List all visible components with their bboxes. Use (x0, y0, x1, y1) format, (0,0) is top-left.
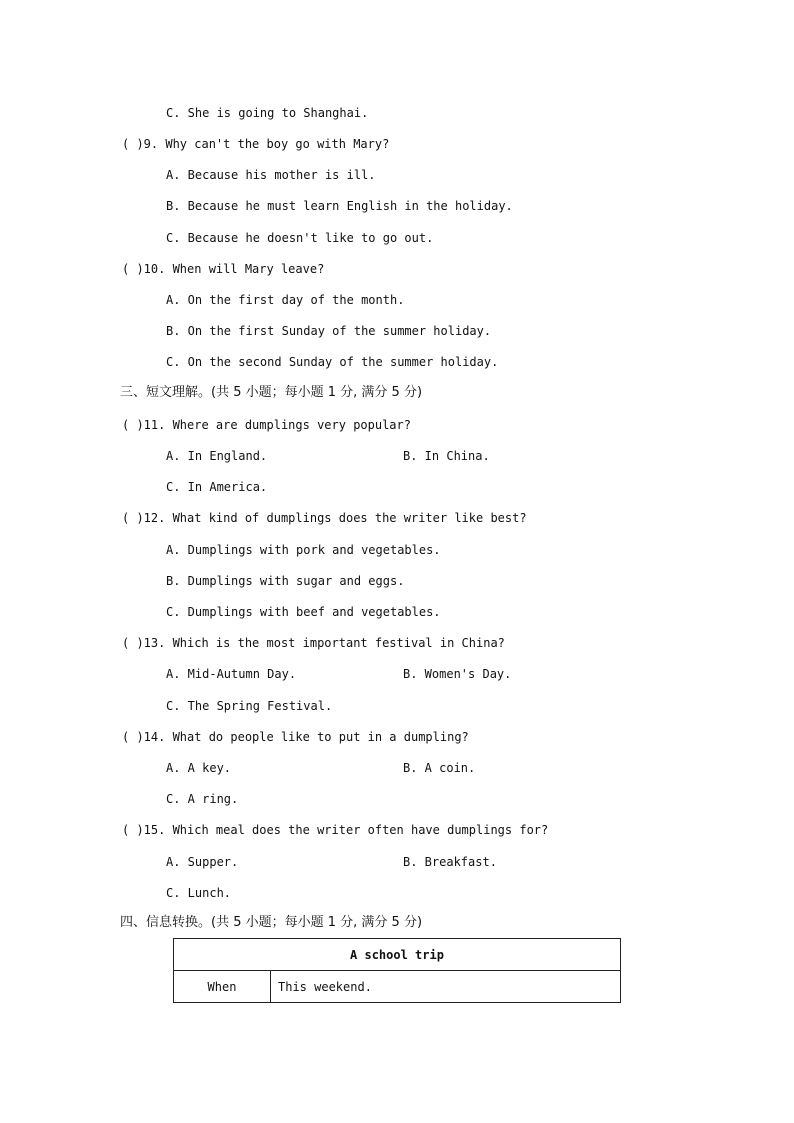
table-row-label: When (174, 971, 271, 1003)
section-3-heading: 三、短文理解。(共 5 小题；每小题 1 分, 满分 5 分) (120, 385, 423, 400)
q9-option-c: C. Because he doesn't like to go out. (166, 231, 434, 245)
q9-option-a: A. Because his mother is ill. (166, 168, 376, 182)
question-9: ( )9. Why can't the boy go with Mary? (122, 137, 390, 151)
q15-option-b: B. Breakfast. (403, 855, 497, 869)
q10-option-b: B. On the first Sunday of the summer holiday. (166, 324, 492, 338)
table-header-row (174, 939, 621, 971)
q11-option-c: C. In America. (166, 480, 268, 494)
q10-option-a: A. On the first day of the month. (166, 293, 405, 307)
q11-option-a: A. In England. (166, 449, 268, 463)
q14-option-a: A. A key. (166, 761, 232, 775)
q15-option-a: A. Supper. (166, 855, 239, 869)
q12-option-b: B. Dumplings with sugar and eggs. (166, 574, 405, 588)
q13-option-c: C. The Spring Festival. (166, 699, 333, 713)
question-10: ( )10. When will Mary leave? (122, 262, 325, 276)
q14-option-b: B. A coin. (403, 761, 476, 775)
question-13: ( )13. Which is the most important festival in China? (122, 636, 505, 650)
table-title: A school trip (174, 939, 621, 971)
q13-option-b: B. Women's Day. (403, 667, 512, 681)
question-12: ( )12. What kind of dumplings does the writer like best? (122, 511, 527, 525)
q9-option-b: B. Because he must learn English in the holiday. (166, 199, 513, 213)
question-11: ( )11. Where are dumplings very popular? (122, 418, 411, 432)
q12-option-a: A. Dumplings with pork and vegetables. (166, 543, 441, 557)
table-row (174, 971, 621, 1003)
q13-option-a: A. Mid-Autumn Day. (166, 667, 297, 681)
q11-option-b: B. In China. (403, 449, 490, 463)
section-4-heading: 四、信息转换。(共 5 小题；每小题 1 分, 满分 5 分) (120, 915, 423, 930)
q10-option-c: C. On the second Sunday of the summer holiday. (166, 355, 499, 369)
q14-option-c: C. A ring. (166, 792, 239, 806)
q12-option-c: C. Dumplings with beef and vegetables. (166, 605, 441, 619)
q8-option-c: C. She is going to Shanghai. (166, 106, 369, 120)
school-trip-table (173, 938, 621, 1003)
table-row-value: This weekend. (271, 971, 621, 1003)
question-14: ( )14. What do people like to put in a dumpling? (122, 730, 469, 744)
q15-option-c: C. Lunch. (166, 886, 232, 900)
question-15: ( )15. Which meal does the writer often have dumplings for? (122, 823, 549, 837)
